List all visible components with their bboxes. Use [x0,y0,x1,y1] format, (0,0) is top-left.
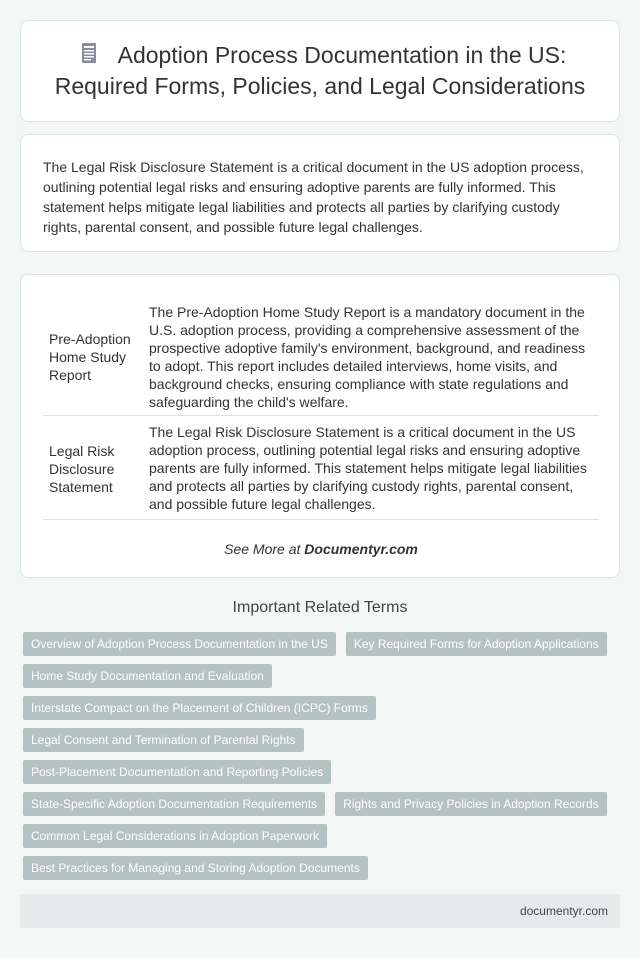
related-term-tag[interactable]: Overview of Adoption Process Documentation in the US [23,632,336,656]
related-term-tag[interactable]: Home Study Documentation and Evaluation [23,664,272,688]
definition-table [43,299,599,520]
table-description: The Legal Risk Disclosure Statement is a critical document in the US adoption process, outlining potential legal risks and ensuring adoptive parents are fully informed. This statement helps mitigate legal liabilities and protects all parties by clarifying custody rights, parental consent, and possible future legal challenges. [143,416,599,520]
tag-row [23,856,623,888]
related-term-tag[interactable]: Interstate Compact on the Placement of Children (ICPC) Forms [23,696,376,720]
related-term-tag[interactable]: Key Required Forms for Adoption Applications [346,632,607,656]
see-more-prefix: See More at [224,541,305,557]
related-terms-tags [23,632,623,888]
table-row [43,416,599,520]
tag-row [23,824,623,856]
table-row [43,299,599,416]
related-term-tag[interactable]: Rights and Privacy Policies in Adoption Records [335,792,606,816]
related-terms-title: Important Related Terms [232,599,408,616]
table-term: Legal Risk Disclosure Statement [43,416,143,520]
intro-text: The Legal Risk Disclosure Statement is a critical document in the US adoption process, outlining potential legal risks and ensuring adoptive parents are fully informed. This statement helps mitigate legal liabilities and protects all parties by clarifying custody rights, parental consent, and possible future legal challenges. [43,159,584,235]
tag-row [23,760,623,792]
table-term: Pre-Adoption Home Study Report [43,299,143,416]
see-more-line [21,541,621,557]
related-term-tag[interactable]: Legal Consent and Termination of Parental Rights [23,728,304,752]
tag-row [23,728,623,760]
table-description: The Pre-Adoption Home Study Report is a mandatory document in the U.S. adoption process, providing a comprehensive assessment of the prospective adoptive family's environment, background, and readiness to adopt. This report includes detailed interviews, home visits, and background checks, ensuring compliance with state regulations and safeguarding the child's welfare. [143,299,599,416]
footer-site[interactable]: documentyr.com [519,904,608,918]
tag-row [23,632,623,664]
page-title-text: Adoption Process Documentation in the US: Required Forms, Policies, and Legal Considerations [54,42,586,99]
definition-table-card [20,274,620,578]
footer [20,894,620,928]
document-icon [74,43,104,65]
related-term-tag[interactable]: State-Specific Adoption Documentation Requirements [23,792,325,816]
related-term-tag[interactable]: Best Practices for Managing and Storing Adoption Documents [23,856,368,880]
tag-row [23,792,623,824]
page-title [40,40,600,102]
tag-row [23,664,623,696]
title-card [20,20,620,122]
related-term-tag[interactable]: Post-Placement Documentation and Reporting Policies [23,760,331,784]
related-term-tag[interactable]: Common Legal Considerations in Adoption Paperwork [23,824,327,848]
intro-card [20,134,620,252]
see-more-link[interactable]: Documentyr.com [304,541,418,557]
tag-row [23,696,623,728]
